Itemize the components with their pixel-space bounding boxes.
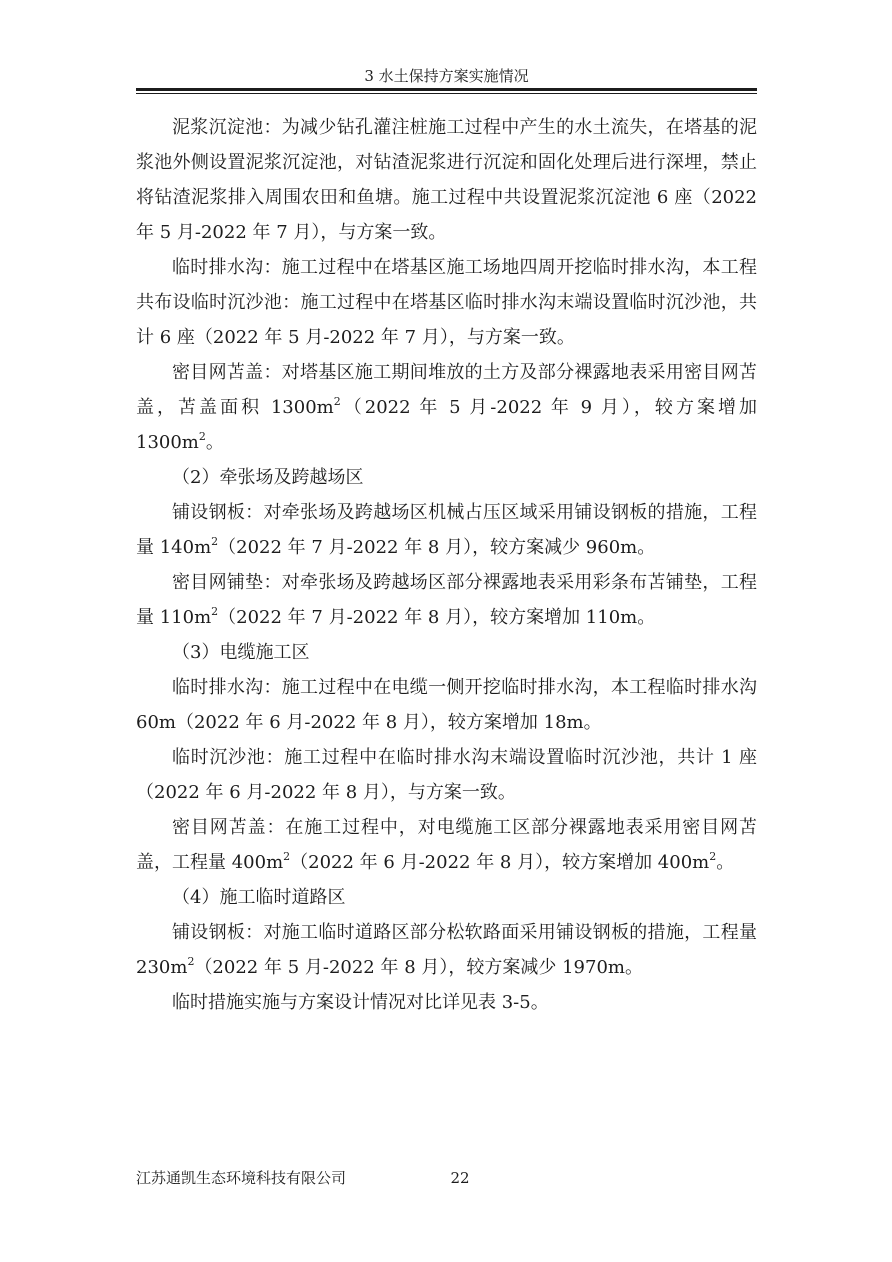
subsection-heading-3: （3）电缆施工区: [172, 642, 310, 663]
paragraph-text: 。: [205, 432, 224, 453]
page-header-title: 3 水土保持方案实施情况: [364, 67, 529, 85]
document-body: [136, 110, 757, 1020]
paragraph-text: 泥浆沉淀池：为减少钻孔灌注桩施工过程中产生的水土流失，在塔基的泥浆池外侧设置泥浆沉淀池，对钻渣泥浆进行沉淀和固化处理后进行深埋，禁止将钻渣泥浆排入周围农田和鱼塘。施工过程中共设置泥浆沉淀池 6 座（2022 年 5 月-2022 年 7 月），与方案一致。: [136, 117, 757, 243]
footer-company-name: 江苏通凯生态环境科技有限公司: [136, 1169, 347, 1187]
paragraph-steel-plate-road: [136, 915, 757, 985]
paragraph-text: （2022 年 5 月-2022 年 8 月），较方案减少 1970m。: [194, 957, 643, 978]
paragraph-dense-mesh-mat: [136, 565, 757, 635]
superscript-2: 2: [709, 850, 717, 863]
subsection-heading-4: （4）施工临时道路区: [172, 887, 346, 908]
paragraph-cable-drainage-ditch: [136, 670, 757, 740]
header-rule-thin: [136, 93, 757, 94]
paragraph-slurry-sedimentation-tank: [136, 110, 757, 250]
paragraph-temporary-drainage-ditch: [136, 250, 757, 355]
paragraph-text: 密目网铺垫：对牵张场及跨越场区部分裸露地表采用彩条布苫铺垫，工程量 110m: [136, 572, 757, 628]
subsection-heading-2: （2）牵张场及跨越场区: [172, 467, 364, 488]
superscript-2: 2: [187, 955, 195, 968]
paragraph-dense-mesh-cover-cable: [136, 810, 757, 880]
paragraph-text: 密目网苫盖：在施工过程中，对电缆施工区部分裸露地表采用密目网苫盖，工程量 400m: [136, 817, 757, 873]
superscript-2: 2: [211, 535, 219, 548]
paragraph-text: 临时排水沟：施工过程中在塔基区施工场地四周开挖临时排水沟，本工程共布设临时沉沙池：施工过程中在塔基区临时排水沟末端设置临时沉沙池，共计 6 座（2022 年 5 月-2022 年 7 月），与方案一致。: [136, 257, 757, 348]
footer-page-number: 22: [450, 1169, 470, 1187]
superscript-2: 2: [198, 430, 206, 443]
paragraph-text: 铺设钢板：对施工临时道路区部分松软路面采用铺设钢板的措施，工程量 230m: [136, 922, 757, 978]
superscript-2: 2: [211, 605, 219, 618]
paragraph-text: （2022 年 6 月-2022 年 8 月），较方案增加 400m: [290, 852, 710, 873]
superscript-2: 2: [283, 850, 291, 863]
superscript-2: 2: [333, 395, 341, 408]
paragraph-steel-plate-tension-field: [136, 495, 757, 565]
paragraph-text: 临时沉沙池：施工过程中在临时排水沟末端设置临时沉沙池，共计 1 座（2022 年 6 月-2022 年 8 月），与方案一致。: [136, 747, 757, 803]
paragraph-cable-sedimentation-tank: [136, 740, 757, 810]
paragraph-text: 。: [716, 852, 735, 873]
paragraph-text: 铺设钢板：对牵张场及跨越场区机械占压区域采用铺设钢板的措施，工程量 140m: [136, 502, 757, 558]
paragraph-text: （2022 年 5 月-2022 年 9 月），较方案增加 1300m: [136, 397, 757, 453]
paragraph-dense-mesh-cover-tower: [136, 355, 757, 460]
header-rule-thick: [136, 88, 757, 91]
paragraph-text: （2022 年 7 月-2022 年 8 月），较方案减少 960m。: [218, 537, 656, 558]
paragraph-text: 临时措施实施与方案设计情况对比详见表 3-5。: [172, 992, 549, 1013]
paragraph-comparison-reference: [136, 985, 757, 1020]
paragraph-text: （2022 年 7 月-2022 年 8 月），较方案增加 110m。: [218, 607, 656, 628]
paragraph-text: 密目网苫盖：对塔基区施工期间堆放的土方及部分裸露地表采用密目网苫盖，苫盖面积 1300m: [136, 362, 757, 418]
paragraph-text: 临时排水沟：施工过程中在电缆一侧开挖临时排水沟，本工程临时排水沟 60m（2022 年 6 月-2022 年 8 月），较方案增加 18m。: [136, 677, 757, 733]
